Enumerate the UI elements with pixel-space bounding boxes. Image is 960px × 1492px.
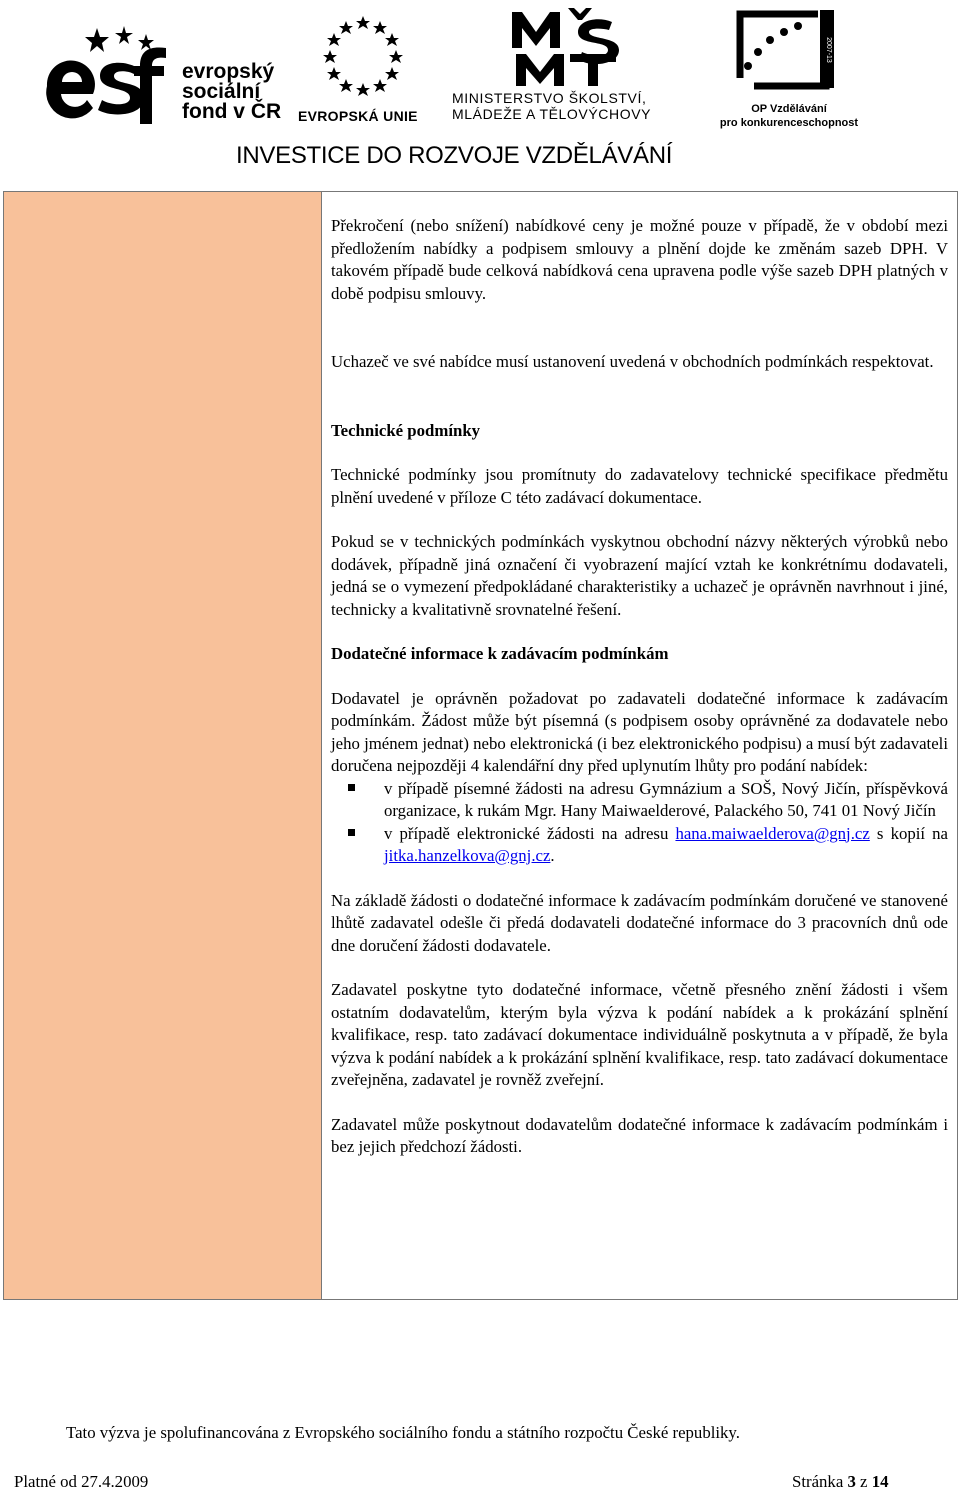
paragraph-unsolicited-info: Zadavatel může poskytnout dodavatelům dodatečné informace k zadávacím podmínkám i bez jejich předchozí žádosti. bbox=[331, 1114, 948, 1156]
list-item bbox=[331, 778, 948, 823]
paragraph-price-change: Překročení (nebo snížení) nabídkové ceny je možné pouze v případě, že v období mezi předložením nabídky a podpisem smlouvy a plnění dojde ke změnám sazeb DPH. V takovém případě bude celková nabídková cena upravena podle výše sazeb DPH platných v době podpisu smlouvy. bbox=[331, 216, 948, 303]
paragraph-trade-names: Pokud se v technických podmínkách vyskytnou obchodní názvy některých výrobků nebo dodávek, případně jiná označení či vyobrazení mající vztah ke konkrétnímu dodavateli, jedná se o vymezení předpokládané charakteristiky a uchazeč je oprávněn navrhnout i jiné, technicky a kvalitativně srovnatelné řešení. bbox=[331, 532, 948, 619]
op-vzdelavani-logo bbox=[704, 8, 874, 130]
msmt-logo-icon bbox=[512, 8, 642, 88]
eu-logo bbox=[298, 10, 448, 130]
msmt-logo-text: MINISTERSTVO ŠKOLSTVÍ, MLÁDEŽE A TĚLOVÝCHOVY bbox=[452, 90, 652, 122]
email-link-hanzelkova[interactable]: jitka.hanzelkova@gnj.cz bbox=[384, 846, 551, 865]
msmt-logo bbox=[452, 8, 702, 130]
op-vzdelavani-logo-text: OP Vzdělávání pro konkurenceschopnost bbox=[719, 103, 859, 129]
heading-additional-info: Dodatečné informace k zadávacím podmínkám bbox=[331, 644, 669, 663]
paragraph-technical-spec: Technické podmínky jsou promítnuty do zadavatelovy technické specifikace předmětu plnění uvedené v příloze C této zadávací dokumentace. bbox=[331, 465, 948, 507]
paragraph-response-deadline: Na základě žádosti o dodatečné informace k zadávacím podmínkám doručené ve stanovené lhůtě zadavatel odešle či předá dodavateli dodatečné informace do 3 pracovních dnů ode dne doručení žádosti dodavatele. bbox=[331, 890, 948, 955]
square-bullet-icon bbox=[348, 829, 355, 836]
header-logos bbox=[0, 0, 960, 180]
esf-logo bbox=[42, 8, 292, 128]
eu-logo-text: EVROPSKÁ UNIE bbox=[298, 108, 418, 124]
paragraph-additional-request: Dodavatel je oprávněn požadovat po zadavateli dodatečné informace k zadávacím podmínkám. Žádost může být písemná (s podpisem osoby oprávněné za dodavatele nebo jeho jménem jednat) nebo elektronická (i bez elektronického podpisu) a musí být zadavateli doručena nejpozději 4 kalendářní dny před uplynutím lhůty pro podání nabídek: bbox=[331, 688, 948, 775]
bullet-electronic-suffix: . bbox=[550, 846, 555, 865]
list-item bbox=[331, 823, 948, 868]
valid-from-label: Platné od 27.4.2009 bbox=[14, 1472, 149, 1491]
paragraph-info-distribution: Zadavatel poskytne tyto dodatečné informace, včetně přesného znění žádosti i všem ostatním dodavatelům, kterým byla výzva k podání nabídek a k prokázání splnění kvalifikace, resp. tato zadávací dokumentace individuálně poskytnuta a v případě, že byla výzva k podání nabídek a k prokázání splnění kvalifikace, resp. tato zadávací dokumentace zveřejněna, zadavatel je rovněž zveřejní. bbox=[331, 980, 948, 1089]
bullet-written-request: v případě písemné žádosti na adresu Gymnázium a SOŠ, Nový Jičín, příspěvková organizace, k rukám Mgr. Hany Maiwaelderové, Palackého 50, 741 01 Nový Jičín bbox=[384, 778, 948, 820]
cofinancing-note: Tato výzva je spolufinancována z Evropského sociálního fondu a státního rozpočtu České republiky. bbox=[66, 1423, 740, 1442]
side-panel bbox=[4, 192, 322, 1299]
page-number: Stránka 3 z 14 bbox=[792, 1472, 889, 1491]
request-methods-list bbox=[331, 778, 948, 868]
square-bullet-icon bbox=[348, 784, 355, 791]
paragraph-trade-conditions: Uchazeč ve své nabídce musí ustanovení uvedená v obchodních podmínkách respektovat. bbox=[331, 352, 934, 371]
bullet-electronic-prefix: v případě elektronické žádosti na adresu bbox=[384, 823, 676, 843]
document-body bbox=[331, 215, 948, 1159]
heading-technical-conditions: Technické podmínky bbox=[331, 420, 481, 440]
email-link-maiwaelderova[interactable]: hana.maiwaelderova@gnj.cz bbox=[675, 823, 870, 843]
investice-banner: INVESTICE DO ROZVOJE VZDĚLÁVÁNÍ bbox=[236, 142, 673, 169]
svg-text:2007-13: 2007-13 bbox=[825, 37, 832, 63]
eu-flag-icon bbox=[308, 10, 418, 98]
bullet-electronic-middle: s kopií na bbox=[869, 823, 949, 843]
op-vzdelavani-logo-icon bbox=[734, 8, 834, 92]
esf-logo-icon bbox=[42, 26, 172, 126]
esf-logo-text: evropský sociální fond v ČR bbox=[182, 60, 282, 123]
